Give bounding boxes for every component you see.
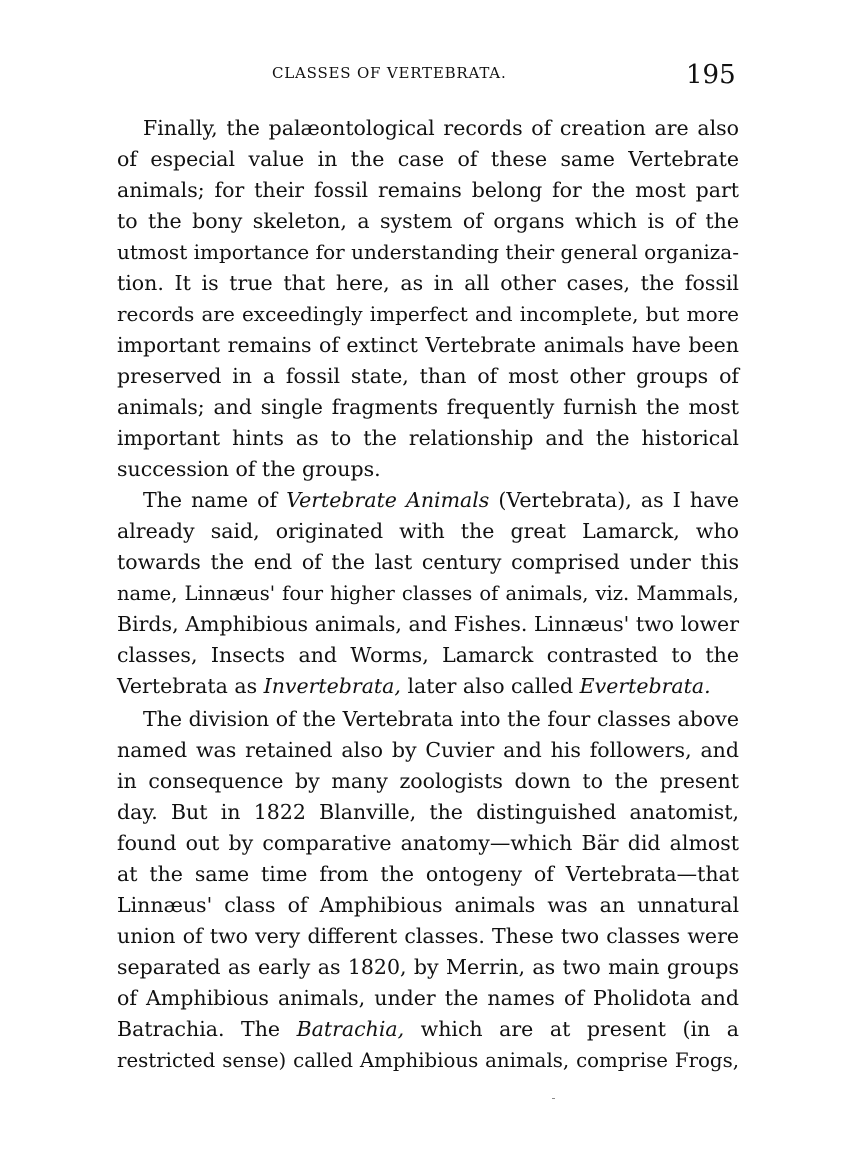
text-line: named was retained also by Cuvier and his followers, and [117, 738, 739, 762]
text-line: succession of the groups. [117, 457, 381, 481]
text-line: already said, originated with the great Lamarck, who [117, 519, 739, 543]
italic-term: Batrachia, [296, 1017, 405, 1041]
text-line: Birds, Amphibious animals, and Fishes. Linnæus' two lower [117, 612, 739, 636]
text-line: found out by comparative anatomy—which Bär did almost [117, 831, 739, 855]
text-line: animals; for their fossil remains belong for the most part [117, 178, 739, 202]
text-line: towards the end of the last century comprised under this [117, 550, 739, 574]
text-line: of especial value in the case of these same Vertebrate [117, 147, 739, 171]
text-line: day. But in 1822 Blanville, the distinguished anatomist, [117, 800, 739, 824]
running-head [0, 60, 850, 94]
text-line: name, Linnæus' four higher classes of animals, viz. Mammals, [117, 582, 739, 605]
text-line: of Amphibious animals, under the names of Pholidota and [117, 986, 739, 1010]
text-line: to the bony skeleton, a system of organs which is of the [117, 209, 739, 233]
text-line: in consequence by many zoologists down to the present [117, 769, 739, 793]
text-line: records are exceedingly imperfect and incomplete, but more [117, 302, 739, 326]
text-line: union of two very different classes. These two classes were [117, 924, 739, 948]
line-segment: (Vertebrata), as I have [489, 488, 740, 512]
body-text [117, 113, 739, 1076]
text-line: Finally, the palæontological records of creation are also [143, 116, 739, 140]
line-segment: which are at present (in a [404, 1017, 739, 1041]
text-line: at the same time from the ontogeny of Vertebrata—that [117, 862, 739, 886]
text-line: animals; and single fragments frequently furnish the most [117, 395, 739, 419]
page-number: 195 [686, 60, 736, 90]
text-line: important hints as to the relationship and the historical [117, 426, 739, 450]
text-line [117, 1014, 739, 1045]
italic-term: Invertebrata, [263, 674, 401, 698]
print-speck [552, 1098, 555, 1099]
italic-term: Evertebrata. [579, 674, 711, 698]
text-line: important remains of extinct Vertebrate animals have been [117, 333, 739, 357]
text-line: utmost importance for understanding their general organiza- [117, 240, 739, 264]
text-line [117, 485, 739, 516]
running-title: CLASSES OF VERTEBRATA. [272, 64, 507, 82]
italic-term: Vertebrate Animals [286, 488, 490, 512]
text-line: Linnæus' class of Amphibious animals was an unnatural [117, 893, 739, 917]
text-line: classes, Insects and Worms, Lamarck contrasted to the [117, 643, 739, 667]
line-segment: Vertebrata as [117, 674, 264, 698]
text-line: preserved in a fossil state, than of most other groups of [117, 364, 739, 388]
line-segment: Batrachia. The [117, 1017, 297, 1041]
line-segment: The name of [143, 488, 287, 512]
text-line: tion. It is true that here, as in all other cases, the fossil [117, 271, 739, 295]
line-segment: later also called [400, 674, 580, 698]
text-line: restricted sense) called Amphibious animals, comprise Frogs, [117, 1049, 739, 1072]
text-line: The division of the Vertebrata into the four classes above [143, 707, 739, 731]
text-line [117, 671, 739, 702]
text-line: separated as early as 1820, by Merrin, as two main groups [117, 955, 739, 979]
